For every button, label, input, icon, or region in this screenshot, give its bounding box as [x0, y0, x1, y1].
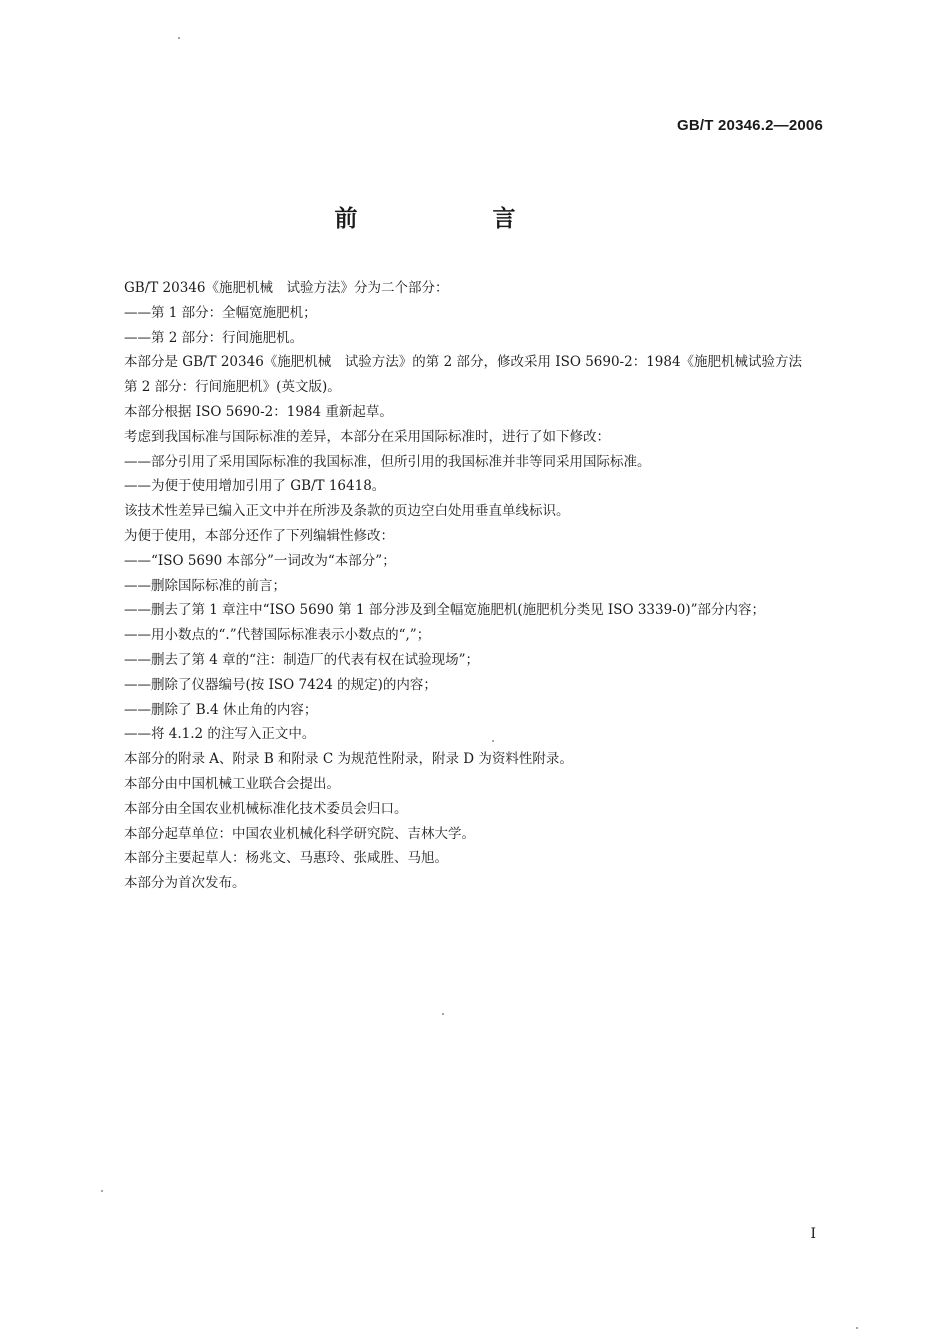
paragraph: 本部分由中国机械工业联合会提出。: [124, 775, 340, 792]
scan-speck: [856, 1327, 858, 1329]
list-item: ——第 2 部分：行间施肥机。: [124, 329, 304, 346]
list-item: ——删除了 B.4 休止角的内容；: [124, 701, 318, 718]
list-item: ——“ISO 5690 本部分”一词改为“本部分”；: [124, 552, 396, 569]
list-item: ——删去了第 1 章注中“ISO 5690 第 1 部分涉及到全幅宽施肥机(施肥机分类见 ISO 3339-0)”部分内容；: [124, 602, 766, 619]
paragraph: 本部分主要起草人：杨兆文、马惠玲、张咸胜、马旭。: [124, 850, 448, 867]
paragraph: 考虑到我国标准与国际标准的差异，本部分在采用国际标准时，进行了如下修改：: [124, 428, 610, 445]
paragraph: 本部分根据 ISO 5690-2：1984 重新起草。: [124, 403, 393, 420]
list-item: ——删除国际标准的前言；: [124, 577, 286, 594]
paragraph: GB/T 20346《施肥机械 试验方法》分为二个部分：: [124, 280, 449, 296]
paragraph: 本部分为首次发布。: [124, 875, 246, 892]
paragraph: 该技术性差异已编入正文中并在所涉及条款的页边空白处用垂直单线标识。: [124, 503, 570, 520]
scan-speck: [492, 740, 494, 742]
foreword-body: [108, 276, 824, 896]
list-item: ——将 4.1.2 的注写入正文中。: [124, 726, 316, 743]
scan-speck: [101, 1190, 103, 1192]
paragraph: 本部分起草单位：中国农业机械化科学研究院、吉林大学。: [124, 825, 475, 842]
paragraph: 为便于使用，本部分还作了下列编辑性修改：: [124, 527, 394, 544]
scan-speck: [442, 1013, 444, 1015]
paragraph: 本部分由全国农业机械标准化技术委员会归口。: [124, 800, 408, 817]
paragraph: 本部分的附录 A、附录 B 和附录 C 为规范性附录，附录 D 为资料性附录。: [124, 751, 573, 768]
list-item: ——用小数点的“.”代替国际标准表示小数点的“,”；: [124, 627, 431, 644]
page-title: 前 言: [334, 206, 572, 232]
paragraph: 本部分是 GB/T 20346《施肥机械 试验方法》的第 2 部分，修改采用 ISO 5690-2：1984《施肥机械试验方法 第 2 部分：行间施肥机》(英文版)。: [124, 354, 816, 396]
list-item: ——为便于使用增加引用了 GB/T 16418。: [124, 478, 386, 495]
list-item: ——删去了第 4 章的“注：制造厂的代表有权在试验现场”；: [124, 651, 479, 668]
list-item: ——部分引用了采用国际标准的我国标准，但所引用的我国标准并非等同采用国际标准。: [124, 453, 651, 470]
scan-speck: [178, 37, 180, 39]
list-item: ——第 1 部分：全幅宽施肥机；: [124, 304, 317, 321]
list-item: ——删除了仪器编号(按 ISO 7424 的规定)的内容；: [124, 676, 437, 693]
standard-code: GB/T 20346.2—2006: [677, 117, 823, 134]
page-number: I: [810, 1226, 816, 1242]
